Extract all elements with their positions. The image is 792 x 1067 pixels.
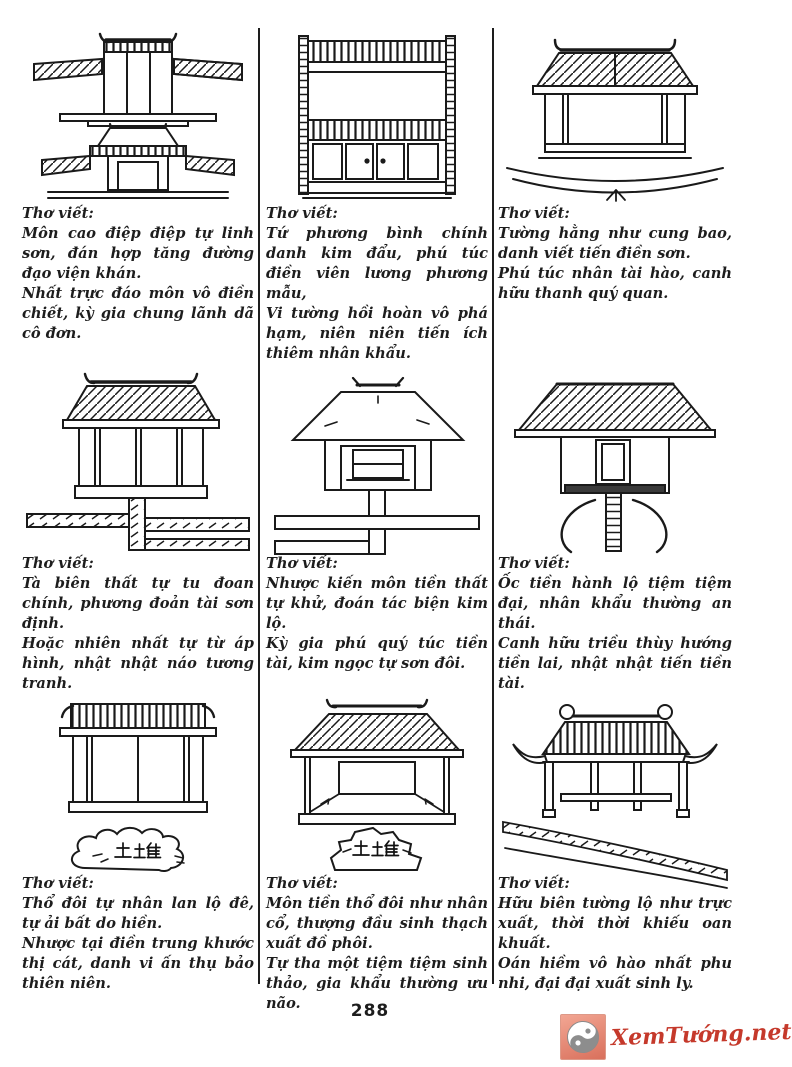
poem-heading: Thơ viết: — [266, 555, 338, 572]
poem-stanza: Hoặc nhiên nhất tự từ áp hình, nhật nhật náo tương tranh. — [22, 634, 254, 692]
poem-stanza: Hữu biên tường lộ như trực xuất, thời thời khiếu oan khuất. — [498, 894, 732, 952]
panel-r1c3 — [498, 28, 732, 304]
poem-stanza: Canh hữu triều thùy hướng tiền lai, nhật nhật tiến tiền tài. — [498, 634, 732, 692]
illustration-house-offset-road — [22, 368, 254, 554]
poem-stanza: Phú túc nhân tài hào, canh hữu thanh quý quan. — [498, 264, 732, 302]
poem-block — [266, 874, 488, 1014]
illustration-house-seven-road — [266, 368, 488, 554]
poem-heading: Thơ viết: — [266, 875, 338, 892]
illustration-house-earth-mound — [22, 692, 254, 874]
poem-block — [22, 554, 254, 694]
poem-stanza: Vi tường hồi hoàn vô phá hạm, niên niên tiến ích thiêm nhân khẩu. — [266, 304, 488, 362]
poem-block — [266, 554, 488, 674]
poem-block — [498, 554, 732, 694]
column-divider-right — [492, 28, 494, 984]
poem-heading: Thơ viết: — [22, 555, 94, 572]
poem-stanza: Thổ đôi tự nhân lan lộ đê, tự ải bất do hiền. — [22, 894, 254, 932]
poem-stanza: Kỳ gia phú quý túc tiền tài, kim ngọc tự sơn đôi. — [266, 634, 488, 672]
illustration-square-storefront — [266, 28, 488, 204]
panel-r2c2 — [266, 368, 488, 674]
poem-stanza: Môn cao điệp điệp tự linh sơn, đán hợp tăng đường đạo viện khán. — [22, 224, 254, 282]
panel-r1c1 — [22, 28, 254, 344]
column-divider-left — [258, 28, 260, 984]
yin-yang-icon — [566, 1020, 600, 1054]
poem-block — [498, 874, 732, 994]
poem-stanza: Nhược kiến môn tiền thất tự khử, đoán tác biện kim lộ. — [266, 574, 488, 632]
poem-block — [22, 874, 254, 994]
poem-heading: Thơ viết: — [498, 875, 570, 892]
watermark-site-text: XemTướng.net — [610, 1018, 792, 1052]
panel-r2c1 — [22, 368, 254, 694]
poem-heading: Thơ viết: — [266, 205, 338, 222]
poem-stanza: Oán hiềm vô hào nhất phu nhi, đại đại xuất sinh ly. — [498, 954, 732, 992]
poem-stanza: Tứ phương bình chính danh kim đẩu, phú túc điền viên lương phương mẫu, — [266, 224, 488, 302]
poem-stanza: Nhất trực đáo môn vô điền chiết, kỳ gia chung lãnh dã cô đơn. — [22, 284, 254, 342]
panel-r1c2 — [266, 28, 488, 364]
panel-r3c1 — [22, 692, 254, 994]
poem-stanza: Tường hằng như cung bao, danh viết tiến điền sơn. — [498, 224, 732, 262]
poem-stanza: Ốc tiền hành lộ tiệm tiệm đại, nhân khẩu thường an thái. — [498, 574, 732, 632]
poem-stanza: Nhược tại điền trung khước thị cát, danh vi ấn thụ bảo thiên niên. — [22, 934, 254, 992]
panel-r3c3 — [498, 692, 732, 994]
illustration-house-widening-road — [498, 368, 732, 554]
illustration-pavilion-rock-mound — [266, 692, 488, 874]
poem-heading: Thơ viết: — [22, 875, 94, 892]
illustration-multi-tier-gate — [22, 28, 254, 204]
poem-heading: Thơ viết: — [22, 205, 94, 222]
illustration-house-bow-wall — [498, 28, 732, 204]
poem-block — [266, 204, 488, 364]
watermark — [560, 1014, 792, 1060]
illustration-pavilion-curving-road — [498, 692, 732, 874]
panel-r3c2 — [266, 692, 488, 1014]
watermark-square — [560, 1014, 606, 1060]
panel-r2c3 — [498, 368, 732, 694]
poem-heading: Thơ viết: — [498, 555, 570, 572]
poem-block — [498, 204, 732, 304]
page-number: 288 — [350, 1001, 390, 1021]
poem-stanza: Tà biên thất tự tu đoan chính, phương đoản tài sơn định. — [22, 574, 254, 632]
poem-heading: Thơ viết: — [498, 205, 570, 222]
poem-block — [22, 204, 254, 344]
poem-stanza: Tự tha một tiệm tiệm sinh thảo, gia khẩu thường ưu não. — [266, 954, 488, 1012]
poem-stanza: Môn tiền thổ đôi như nhân cổ, thượng đầu sinh thạch xuất đồ phôi. — [266, 894, 488, 952]
